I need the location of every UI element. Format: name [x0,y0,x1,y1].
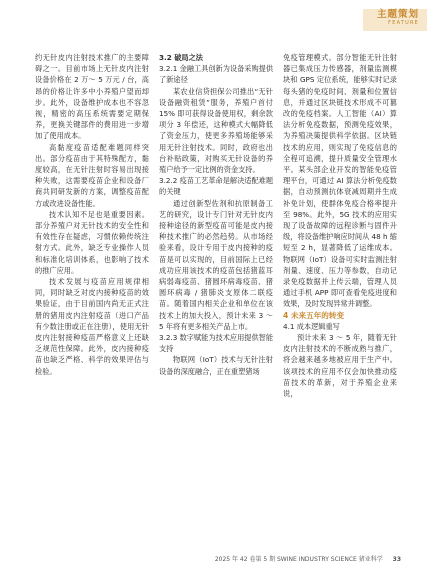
paragraph: 技术发展与疫苗应用规律相同，同时缺乏对皮内接种疫苗的效果验证，由于目前国内尚无正式注册的猪用皮内注射疫苗（进口产品有少数注册或正在注册），使用无针皮内注射接种疫苗严格意义上还缺乏规范性保障。此外，皮内接种疫苗也缺乏严格、科学的效果评估与检验。 [35,277,149,376]
subsection-heading: 4.1 成本逻辑重写 [283,321,340,331]
paragraph: 技术认知不足也是重要因素。部分养殖户对无针技术的安全性和有效性存在疑虑，习惯依赖传统注射方式。此外，缺乏专业操作人员和标准化培训体系，也影响了技术的推广应用。 [35,209,149,275]
subsection-heading: 3.2.2 疫苗工艺革命是解决适配难题的关键 [159,176,274,197]
chapter-heading: 4 未来五年的转变 [283,310,345,320]
section-subtitle: FEATURE [388,20,419,26]
column-left [35,52,149,377]
section-heading: 3.2 破局之法 [159,53,203,62]
paragraph: 高黏度疫苗适配难题同样突出。部分疫苗由于其特殊配方，黏度较高，在无针注射时容易出现接种失败，这需要疫苗企业和设备厂商共同研发新的方案，调整疫苗配方或改进设备性能。 [35,142,149,208]
page-header [0,0,427,36]
subsection-heading: 3.2.3 数字赋能为技术应用提供智能支持 [159,333,274,354]
journal-info: 2025 年 42 卷第 5 期 SWINE INDUSTRY SCIENCE 猪业科学 [214,556,383,563]
paragraph: 通过创新型佐剂和抗原制备工艺的研究，设计专门针对无针皮内接种途径的新型疫苗可能是皮内接种技术推广的必然趋势。从市场经验来看，设计专用于皮内接种的疫苗是可以实现的，目前国际上已经成功应用该技术的疫苗包括猪蓝耳病弱毒疫苗、猪圆环病毒疫苗、猪圆环病毒 / 猪肺炎支原体二联疫苗。随着国内相关企业和单位在该技术上的加大投入，预计未来 3 ～ 5 年将有更多相关产品上市。 [159,198,273,331]
page-number: 33 [392,556,401,563]
page-footer [215,554,401,563]
column-right [283,52,397,399]
subsection-heading: 3.2.1 金融工具创新为设备采购提供了新途径 [159,64,274,85]
column-middle [159,52,273,377]
section-title: 主题策划 [376,9,419,20]
paragraph: 物联网（IoT）技术与无针注射设备的深度融合，正在重塑猪场 [159,355,273,376]
paragraph: 预计未来 3 ～ 5 年，随着无针皮内注射技术的不断成熟与推广，将会越来越多地被应用于生产中。该项技术的应用不仅会加快推动疫苗技术的革新，对于养殖企业来说， [283,333,397,399]
paragraph: 某农业信贷担保公司推出“无针设备融资租赁”服务，养殖户首付 15% 即可获得设备使用权，剩余款项分 3 年偿还，这种模式大幅降低了资金压力，使更多养殖场能够采用无针注射技术。同时，政府也出台补贴政策，对购买无针设备的养殖户给予一定比例的资金支持。 [159,86,273,175]
paragraph: 免疫管理模式。部分智能无针注射器已集成压力传感器，剂量监测模块和 GPS 定位系统，能够实时记录每头猪的免疫时间、剂量和位置信息，并通过区块链技术形成不可篡改的免疫档案。人工智能（AI）算法分析免疫数据，预测免疫效果，为养殖决策提供科学依据。区块链技术的应用，则实现了免疫信息的全程可追溯，提升质量安全管理水平。某头部企业开发的智能免疫管理平台，可通过 AI 算法分析免疫数据，自动预测抗体衰减周期并生成补免计划，使群体免疫合格率提升至 98%。此外，5G 技术的应用实现了设备故障的远程诊断与固件升级，将设备维护响应时间从 48 h 缩短至 2 h，显著降低了运维成本。物联网（IoT）设备可实时监测注射剂量、速度、压力等参数，自动记录免疫数据并上传云端，管理人员通过手机 APP 即可查看免疫进度和效果，及时发现异常并调整。 [283,53,397,309]
paragraph: 约无针皮内注射技术推广的主要障碍之一。目前市场上无针皮内注射设备价格在 2 万～ 5 万元 / 台，高昂的价格让许多中小养殖户望而却步。此外，设备维护成本也不容忽视，精密的高压系统需要定期保养，更换关键部件的费用进一步增加了使用成本。 [35,53,149,141]
